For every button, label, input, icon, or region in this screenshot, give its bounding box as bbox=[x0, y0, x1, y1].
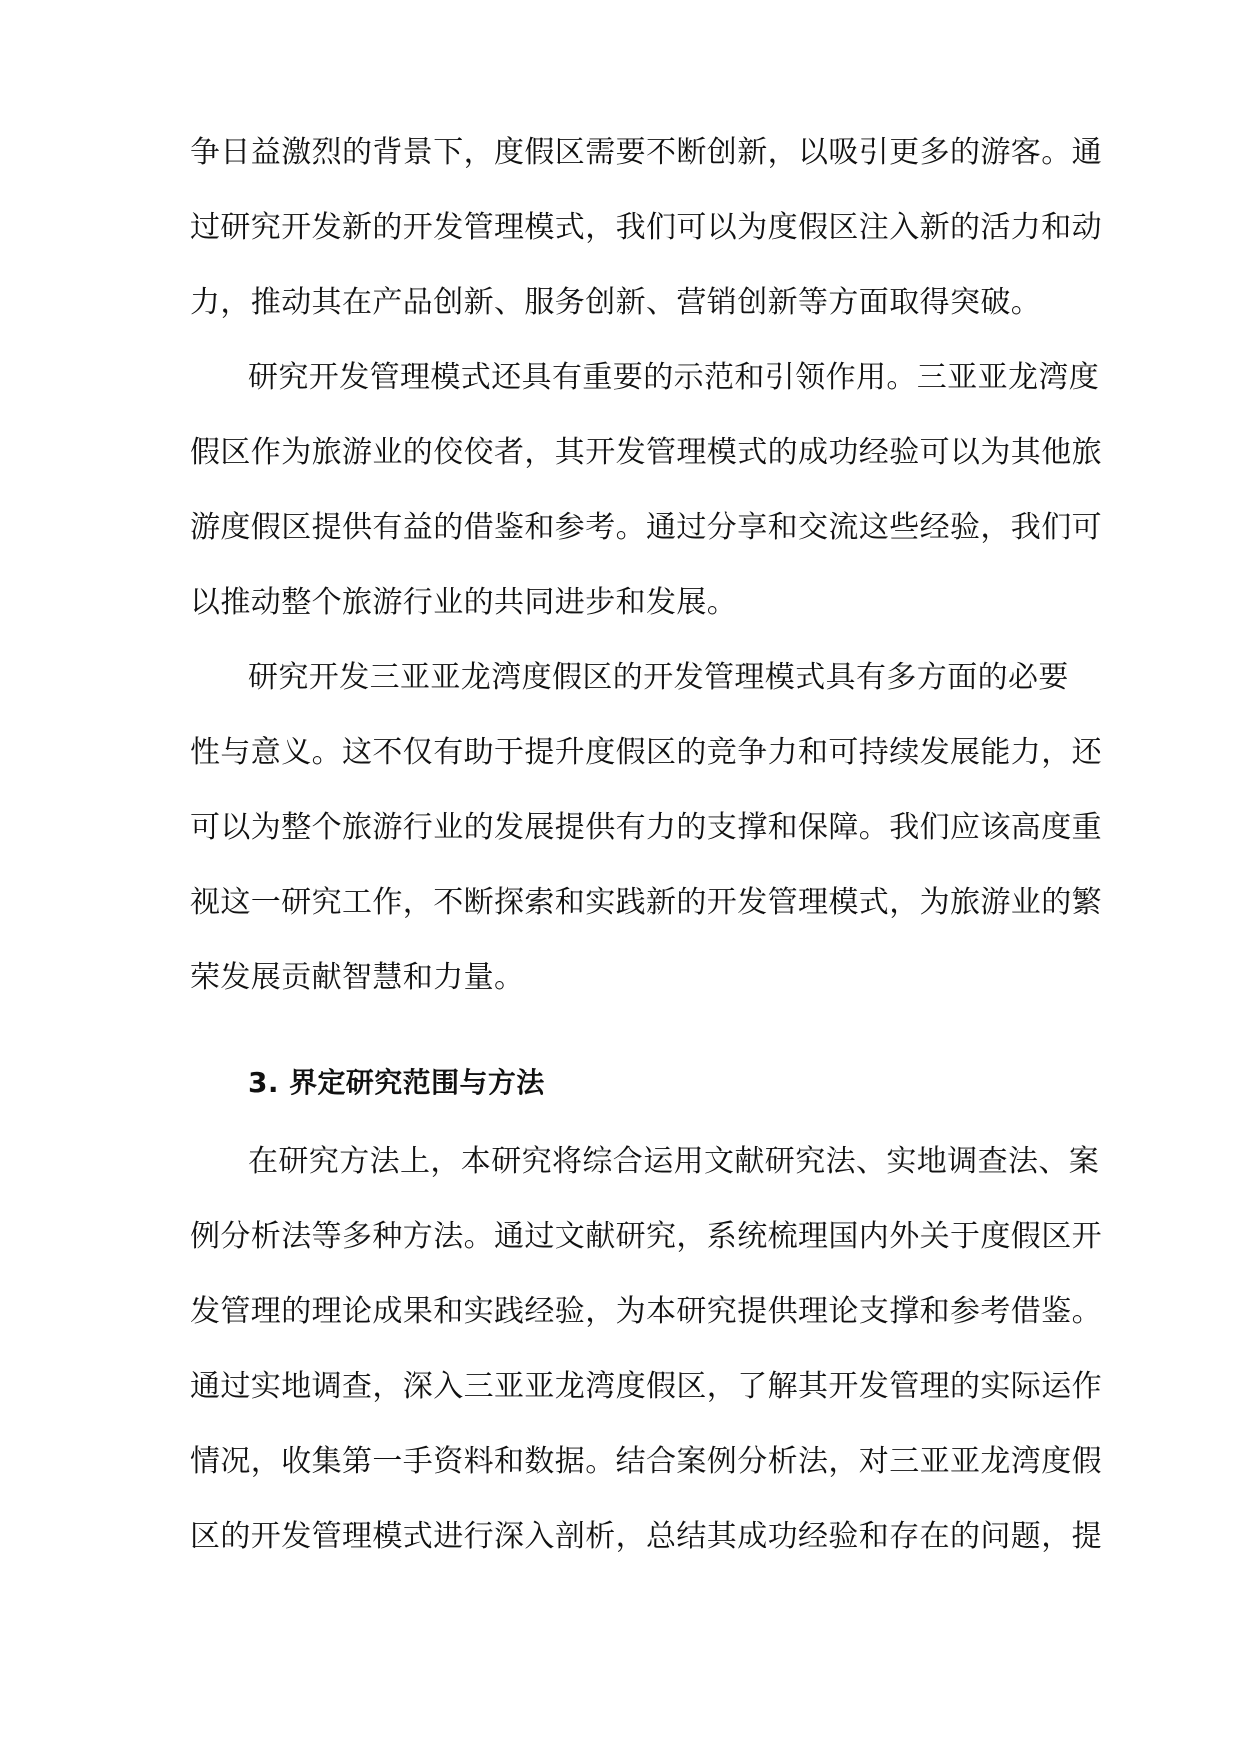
paragraph-4-line-5: 情况，收集第一手资料和数据。结合案例分析法，对三亚亚龙湾度假 bbox=[190, 1444, 1102, 1479]
paragraph-4-line-1: 在研究方法上，本研究将综合运用文献研究法、实地调查法、案 bbox=[248, 1144, 1100, 1179]
paragraph-2-line-3: 游度假区提供有益的借鉴和参考。通过分享和交流这些经验，我们可 bbox=[190, 510, 1102, 545]
paragraph-3-line-1: 研究开发三亚亚龙湾度假区的开发管理模式具有多方面的必要 bbox=[248, 660, 1069, 695]
paragraph-4-line-2: 例分析法等多种方法。通过文献研究，系统梳理国内外关于度假区开 bbox=[190, 1219, 1102, 1254]
paragraph-2-line-4: 以推动整个旅游行业的共同进步和发展。 bbox=[190, 585, 738, 620]
paragraph-2-line-1: 研究开发管理模式还具有重要的示范和引领作用。三亚亚龙湾度 bbox=[248, 360, 1100, 395]
paragraph-1-line-3: 力，推动其在产品创新、服务创新、营销创新等方面取得突破。 bbox=[190, 285, 1042, 320]
paragraph-4-line-4: 通过实地调查，深入三亚亚龙湾度假区，了解其开发管理的实际运作 bbox=[190, 1369, 1102, 1404]
paragraph-1-line-2: 过研究开发新的开发管理模式，我们可以为度假区注入新的活力和动 bbox=[190, 210, 1102, 245]
section-heading: 3. 界定研究范围与方法 bbox=[248, 1066, 545, 1099]
paragraph-4-line-6: 区的开发管理模式进行深入剖析，总结其成功经验和存在的问题，提 bbox=[190, 1519, 1102, 1554]
paragraph-3-line-4: 视这一研究工作，不断探索和实践新的开发管理模式，为旅游业的繁 bbox=[190, 885, 1102, 920]
paragraph-3-line-3: 可以为整个旅游行业的发展提供有力的支撑和保障。我们应该高度重 bbox=[190, 810, 1102, 845]
paragraph-2-line-2: 假区作为旅游业的佼佼者，其开发管理模式的成功经验可以为其他旅 bbox=[190, 435, 1102, 470]
paragraph-1-line-1: 争日益激烈的背景下，度假区需要不断创新，以吸引更多的游客。通 bbox=[190, 135, 1102, 170]
paragraph-3-line-5: 荣发展贡献智慧和力量。 bbox=[190, 960, 525, 995]
paragraph-4-line-3: 发管理的理论成果和实践经验，为本研究提供理论支撑和参考借鉴。 bbox=[190, 1294, 1102, 1329]
paragraph-3-line-2: 性与意义。这不仅有助于提升度假区的竞争力和可持续发展能力，还 bbox=[190, 735, 1102, 770]
